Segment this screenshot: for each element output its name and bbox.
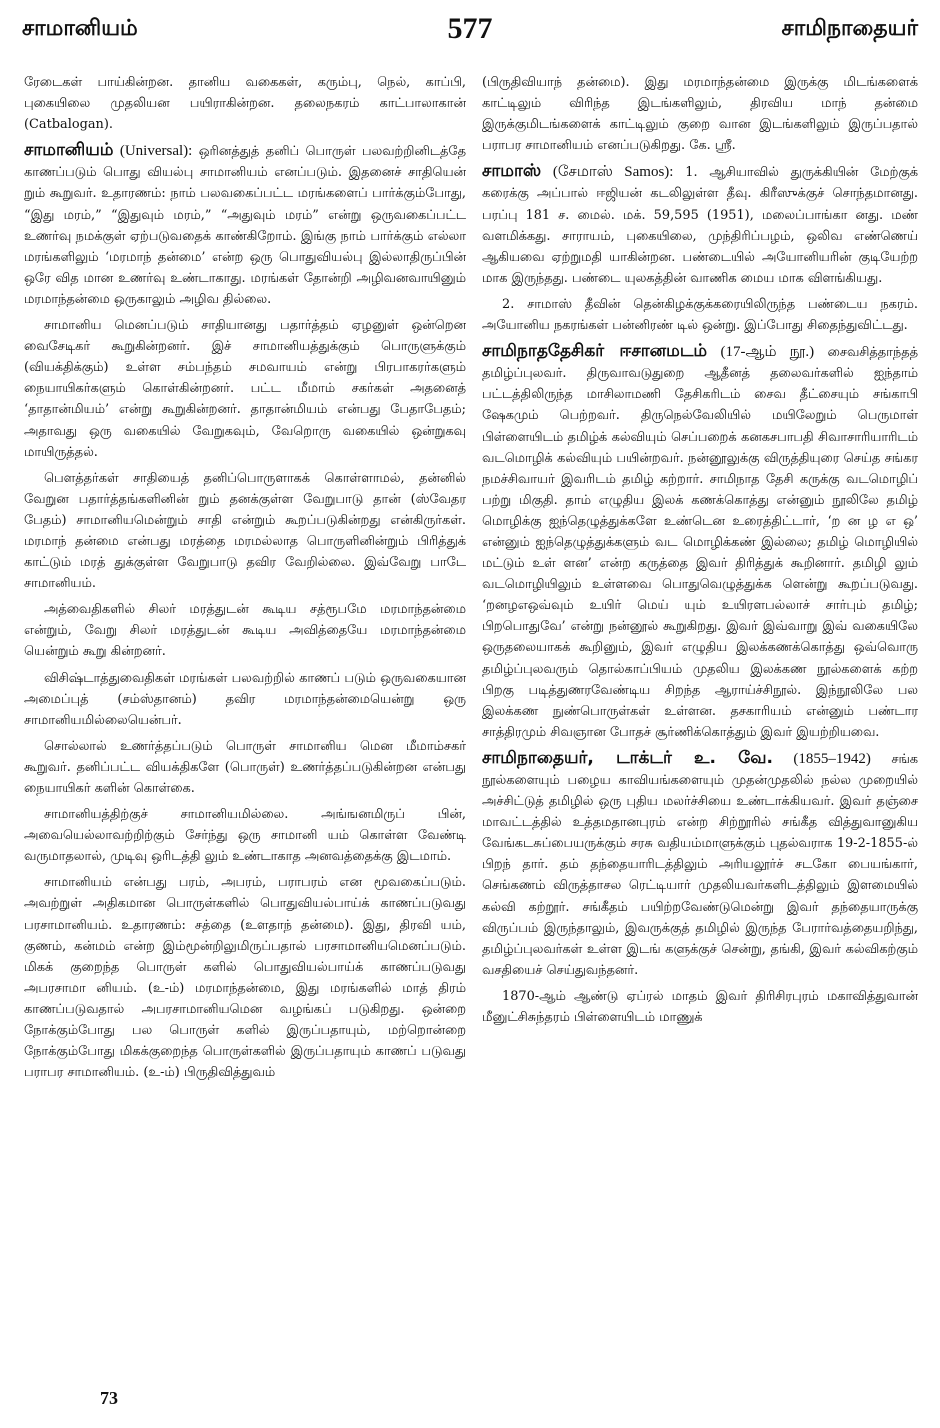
paragraph: 2. சாமாஸ் தீவின் தென்கிழக்குக்கரையிலிருந்த பண்டைய நகரம். அயோனிய நகரங்கள் பன்னிரண் டில் ஒன்று. இப்போது சிதைந்துவிட்டது. [482,296,918,334]
entry-date: (1855–1942) [793,750,871,767]
paragraph: (பிருதிவியாந் தன்மை). இது மரமாந்தன்மை இருக்கு மிடங்களைக் காட்டிலும் விரிந்த இடங்களிலும், திரவிய மாந் தன்மை இருக்குமிடங்களைக் காட்டிலும் குறை வான இடங்களிலும் இருப்பதால் பராபர சாமானியம் எனப்படுகிறது. கே. ஸ்ரீ. [482,75,918,154]
entry-text: 1. ஆசியாவில் துருக்கியின் மேற்குக் கரைக்கு அப்பால் ஈஜியன் கடலிலுள்ள தீவு. கிரீஸுக்குச் சொந்தமானது. பரப்பு 181 ச. மைல். மக். 59,595 (1951), மலைப்பாங்கா னது. மண் வளமிக்கது. சாராயம், புகையிலை, முந்திரிப்பழம், ஒலிவ எண்ணெய் ஆகியவை ஏற்றுமதி யாகின்றன. பண்டையில் அயோனியரின் குடியேற்ற மாக இருந்தது. பண்டை யுலகத்தின் வாணிக மைய மாக விளங்கியது. [482,165,918,286]
entry-title: சாமாஸ் [482,161,542,182]
entry-title: சாமிநாததேசிகர் ஈசானமடம் [482,341,708,362]
entry-latin-term: (Universal): [119,143,193,160]
entry-samaniyam [24,140,466,310]
header-right-guide-word: சாமிநாதையர் [781,16,918,41]
right-column [482,72,918,1382]
entry-title: சாமானியம் [24,140,114,161]
paragraph: சொல்லால் உணர்த்தப்படும் பொருள் சாமானிய மென மீமாம்சகர் கூறுவர். தனிப்பட்ட வியக்திகளே (பொருள்) உணர்த்தப்படுகின்றன என்பது நையாயிகர் களின் கொள்கை. [24,738,466,796]
entry-text: சைவசித்தாந்தத் தமிழ்ப்புலவர். திருவாவடுதுறை ஆதீனத் தலைவர்களில் ஐந்தாம் பட்டத்திலிருந்த மாசிலாமணி தேசிகரிடம் சைவ தீட்சையும் சங்காபி ஷேகமும் பெற்றவர். திருநெல்வேலியில் மயிலேறும் பெருமாள் பிள்ளையிடம் தமிழ்க் கல்வியும் செப்பறைக் கனகசபாபதி சிவாசாரியாரிடம் வடமொழிக் கல்வியும் பயின்றவர். நன்னூலுக்கு விருத்தியுரை செய்த சங்கர நமச்சிவாயர் இவரிடம் தமிழ் கற்றார். சாமிநாத தேசி கருக்கு வடமொழிப் பற்று மிகுதி. தாம் எழுதிய இலக் கணக்கொத்து என்னும் நூலிலே தமிழ் மொழிக்கு ஐந்தெழுத்துக்களே உண்டென உரைத்திட்டார், ‘ற ன ழ எ ஒ’ என்னும் ஐந்தெழுத்துக்களும் வட மொழிக்கண் இல்லை; தமிழ் மொழியில் மட்டும் உள் ளன’ என்ற கருத்தை இவர் திரித்துக் கூறினார். தமிழி லும் வடமொழியிலும் உள்ளவை பொதுவெழுத்துக்க ளென்று கூறப்படுவது. ‘றனழஎஒவ்வும் உயிர் மெய் யும் உயிரளபல்லாச் சார்பும் தமிழ்; பிறபொதுவே’ என்று நன்னூல் கூறுகிறது. இவர் இவ்வாறு இவ் வகையிலே ஒருதலையாகக் கூறினும், இவர் எழுதிய இலக்கணக்கொத்து ஒவ்வொரு தமிழ்ப்புலவரும் தொல்காப்பியம் முதலிய இலக்கண நூல்களைக் கற்ற பிறகு படித்துணரவேண்டிய சிறந்த ஆராய்ச்சிநூல். இந்நூலிலே பல இலக்கண நுண்பொருள்கள் உள்ளன. தசகாரியம் என்னும் பண்டார சாத்திரமும் சிவஞான போதச் சூர்ணிக்கொத்தும் இவர் இயற்றியவை. [482,345,918,740]
entry-text: ஒரினத்துத் தனிப் பொருள் பலவற்றினிடத்தே காணப்படும் பொது வியல்பு சாமானியம் எனப்படும். இதனைச் சாதியென் றும் கூறுவர். உதாரணம்: நாம் பலவகைப்பட்ட மரங்களைப் பார்க்கும்போது, “இது மரம்,” “இதுவும் மரம்,” “அதுவும் மரம்” என்று ஒருவகைப்பட்ட உணர்வு நமக்குள் ஏற்படுவதைக் காண்கிறோம். இங்கு நாம் பார்க்கும் எல்லா மரங்களிலும் ‘மரமாந் தன்மை’ என்ற ஒரு பொதுவியல்பு இல்லாதிருப்பின் ஒரே வித மான உணர்வு உண்டாகாது. மரங்கள் தோன்றி அழிவனவாயினும் மரமாந்தன்மை ஒருகாலும் அழிவ தில்லை. [24,144,466,307]
entry-samos [482,161,918,289]
footer-page-marker: 73 [100,1388,118,1408]
entry-saminathaiyar [482,748,918,981]
entry-title: சாமிநாதையர், டாக்டர் உ. வே. [482,747,773,768]
paragraph: ரேடைகள் பாய்கின்றன. தானிய வகைகள், கரும்பு, நெல், காப்பி, புகையிலை முதலியன பயிராகின்றன. தலைநகரம் காட்பாலாகான் (Catbalogan). [24,75,466,133]
left-column [24,72,466,1382]
entry-saminatha-desikar [482,341,918,743]
paragraph: அத்வைதிகளில் சிலர் மரத்துடன் கூடிய சத்ரூபமே மரமாந்தன்மை என்றும், வேறு சிலர் மரத்துடன் கூடிய அவித்தையே மரமாந்தன்மை யென்றும் கூறு கின்றனர். [24,602,466,660]
entry-latin-term: (சேமாஸ் Samos): [552,164,674,181]
paragraph: பௌத்தர்கள் சாதியைத் தனிப்பொருளாகக் கொள்ளாமல், தன்னில் வேறுன பதார்த்தங்களினின் றும் தனக்குள்ள வேறுபாடு தான் (ஸ்வேதர பேதம்) சாமானியமென்றும் சாதி என்றும் கூறப்படுகின்றது என்கிருர்கள். மரமாந் தன்மை என்பது மரத்தை மரமல்லாத பொருளினின்றும் பிரித்துக் காட்டும் மரத் துக்குள்ள வேறுபாடு தவிர வேறில்லை. இவ்வேறு பாடே சாமானியம். [24,470,466,592]
paragraph: சாமானிய மெனப்படும் சாதியானது பதார்த்தம் ஏழனுள் ஒன்றென வைசேடிகர் கூறுகின்றனர். இச் சாமானியத்துக்கும் பொருளுக்கும் (வியக்திக்கும்) உள்ள சம்பந்தம் சமவாயம் என்று பிரபாகரர்களும் நையாயிகர்களும் கொள்கின்றனர். பட்ட மீமாம் சகர்கள் அதனைத் ‘தாதான்மியம்’ என்று கூறுகின்றனர். தாதான்மியம் என்பது பேதாபேதம்; அதாவது ஒரு வகையில் வேறுகவும், வேறொரு வகையில் ஒன்றுகவு மாயிருத்தல். [24,318,466,460]
paragraph: விசிஷ்டாத்துவைதிகள் மரங்கள் பலவற்றில் காணப் படும் ஒருவகையான அமைப்புத் (சம்ஸ்தானம்) தவிர மரமாந்தன்மையென்று ஒரு சாமானியமில்லையென்பர். [24,670,466,728]
page-header [22,12,918,62]
paragraph: சாமானியத்திற்குச் சாமானியமில்லை. அங்ஙனமிருப் பின், அவையெல்லாவற்றிற்கும் சேர்ந்து ஒரு சாமானி யம் கொள்ள வேண்டி வருமாதலால், முடிவு ஒரிடத்தி லும் உண்டாகாத அனவத்தைக்கு இடமாம். [24,807,466,865]
entry-text: சங்க நூல்களையும் பழைய காவியங்களையும் முதன்முதலில் நல்ல முறையில் அச்சிட்டுத் தமிழில் ஒரு புதிய மலர்ச்சியை உண்டாக்கியவர். இவர் தஞ்சை மாவட்டத்தில் உத்தமதானபுரம் என்ற சிற்றூரில் சங்கீத வித்துவானுகிய வேங்கடசுப்பையருக்கும் சரசு வதியம்மாளுக்கும் புதல்வராக 19-2-1855-ல் பிறந் தார். தம் தந்தையாரிடத்திலும் அரியலூர்ச் சடகோ பையங்கார், செங்கணம் விருத்தாசல ரெட்டியார் முதலியவர்களிடத்திலும் இளமையில் கல்வி கற்றூர். சங்கீதம் பயிற்றவேண்டுமென்று இவர் தந்தையாருக்கு விருப்பம் இருந்தாலும், இவருக்குத் தமிழில் இருந்த பேரார்வத்தையறிந்து, தமிழ்ப்புலவர்கள் உள்ள இடங் களுக்குச் சென்று, தங்கி, இவர் கல்விகற்கும் வசதியைச் செய்துவந்தனர். [482,751,918,978]
entry-date: (17-ஆம் நூ.) [720,344,815,361]
header-left-guide-word: சாமானியம் [22,16,138,41]
page-number: 577 [447,12,493,45]
paragraph: சாமானியம் என்பது பரம், அபரம், பராபரம் என மூவகைப்படும். அவற்றுள் அதிகமான பொருள்களில் பொதுவியல்பாய்க் காணப்படுவது பரசாமானியம். உதாரணம்: சத்தை (உளதாந் தன்மை). இது, திரவி யம், குணம், கன்மம் என்ற இம்மூன்றிலுமிருப்பதால் பரசாமானியமெனப்படும். மிகக் குறைந்த பொருள் களில் பொதுவியல்பாய்க் காணப்படுவது அபரசாமா னியம். (உ-ம்) மரமாந்தன்மை, இது மரங்களில் மாத் திரம் காணப்படுவதால் அபரசாமானியமென வழங்கப் படுகிறது. ஒன்றை நோக்கும்போது பல பொருள் களில் இருப்பதாயும், மற்றொன்றை நோக்கும்போது மிகக்குறைந்த பொருள்களில் இருப்பதாயும் காணப் படுவது பராபர சாமானியம். (உ-ம்) பிருதிவித்துவம் [24,875,466,1081]
paragraph: 1870-ஆம் ஆண்டு ஏப்ரல் மாதம் இவர் திரிசிரபுரம் மகாவித்துவான் மீனுட்சிசுந்தரம் பிள்ளையிடம் மாணுக் [482,988,918,1026]
